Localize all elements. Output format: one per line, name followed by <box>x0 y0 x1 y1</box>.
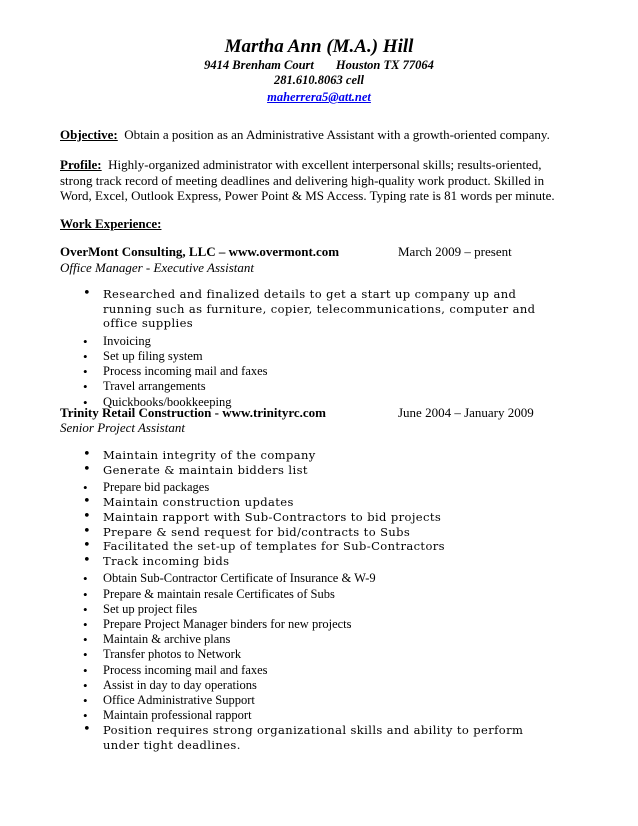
job-dates: March 2009 – present <box>398 244 512 259</box>
list-item: • Facilitated the set-up of templates for Sub-Contractors <box>83 539 563 554</box>
list-item: • Set up filing system <box>83 349 563 364</box>
objective-section <box>60 127 575 143</box>
job-duties-list <box>83 448 563 753</box>
list-item: • Maintain professional rapport <box>83 708 563 723</box>
objective-text: Obtain a position as an Administrative Assistant with a growth-oriented company. <box>124 127 550 142</box>
work-experience-heading: Work Experience: <box>60 216 162 231</box>
list-item: • Track incoming bids <box>83 554 563 569</box>
list-item: • Prepare & send request for bid/contracts to Subs <box>83 525 563 540</box>
job-duties-list <box>83 287 563 410</box>
list-item: • Office Administrative Support <box>83 693 563 708</box>
profile-label: Profile: <box>60 157 102 172</box>
street-address: 9414 Brenham Court <box>204 58 314 72</box>
profile-section <box>60 157 575 204</box>
list-item: • Maintain rapport with Sub-Contractors to bid projects <box>83 510 563 525</box>
job-dates: June 2004 – January 2009 <box>398 405 534 420</box>
list-item: • Researched and finalized details to get a start up company up and running such as furniture, copier, telecommunications, computer and office supplies <box>83 287 563 331</box>
list-item: • Assist in day to day operations <box>83 678 563 693</box>
applicant-name: Martha Ann (M.A.) Hill <box>224 36 414 57</box>
list-item: • Maintain & archive plans <box>83 632 563 647</box>
list-item: • Invoicing <box>83 334 563 349</box>
email-line <box>0 88 638 106</box>
email-link[interactable]: maherrera5@att.net <box>267 90 371 104</box>
list-item: • Transfer photos to Network <box>83 647 563 662</box>
company-name: Trinity Retail Construction - www.trinityrc.com <box>60 405 326 420</box>
job-header <box>60 244 580 260</box>
list-item: • Position requires strong organizational skills and ability to perform under tight deadlines. <box>83 723 563 752</box>
list-item: • Set up project files <box>83 602 563 617</box>
job-title: Office Manager - Executive Assistant <box>60 260 254 275</box>
list-item: • Process incoming mail and faxes <box>83 663 563 678</box>
list-item: • Prepare & maintain resale Certificates of Subs <box>83 587 563 602</box>
address-line <box>0 58 638 73</box>
list-item: • Prepare bid packages <box>83 480 563 495</box>
list-item: • Obtain Sub-Contractor Certificate of Insurance & W-9 <box>83 571 563 586</box>
list-item: • Process incoming mail and faxes <box>83 364 563 379</box>
phone-number: 281.610.8063 cell <box>274 73 364 87</box>
list-item: • Travel arrangements <box>83 379 563 394</box>
job-header <box>60 405 580 421</box>
job-title: Senior Project Assistant <box>60 420 185 435</box>
list-item: • Maintain integrity of the company <box>83 448 563 463</box>
list-item: • Maintain construction updates <box>83 495 563 510</box>
objective-label: Objective: <box>60 127 118 142</box>
list-item: • Prepare Project Manager binders for new projects <box>83 617 563 632</box>
list-item: • Generate & maintain bidders list <box>83 463 563 478</box>
list-item: • Quickbooks/bookkeeping <box>83 395 563 410</box>
city-state-zip: Houston TX 77064 <box>335 58 434 72</box>
company-name: OverMont Consulting, LLC – www.overmont.com <box>60 244 340 259</box>
profile-text: Highly-organized administrator with excellent interpersonal skills; results-oriented, strong track record of meeting deadlines and delivering high-quality work product. Skilled in Word, Excel, Outlook Express, Power Point & MS Access. Typing rate is 81 words per minute. <box>60 157 555 203</box>
